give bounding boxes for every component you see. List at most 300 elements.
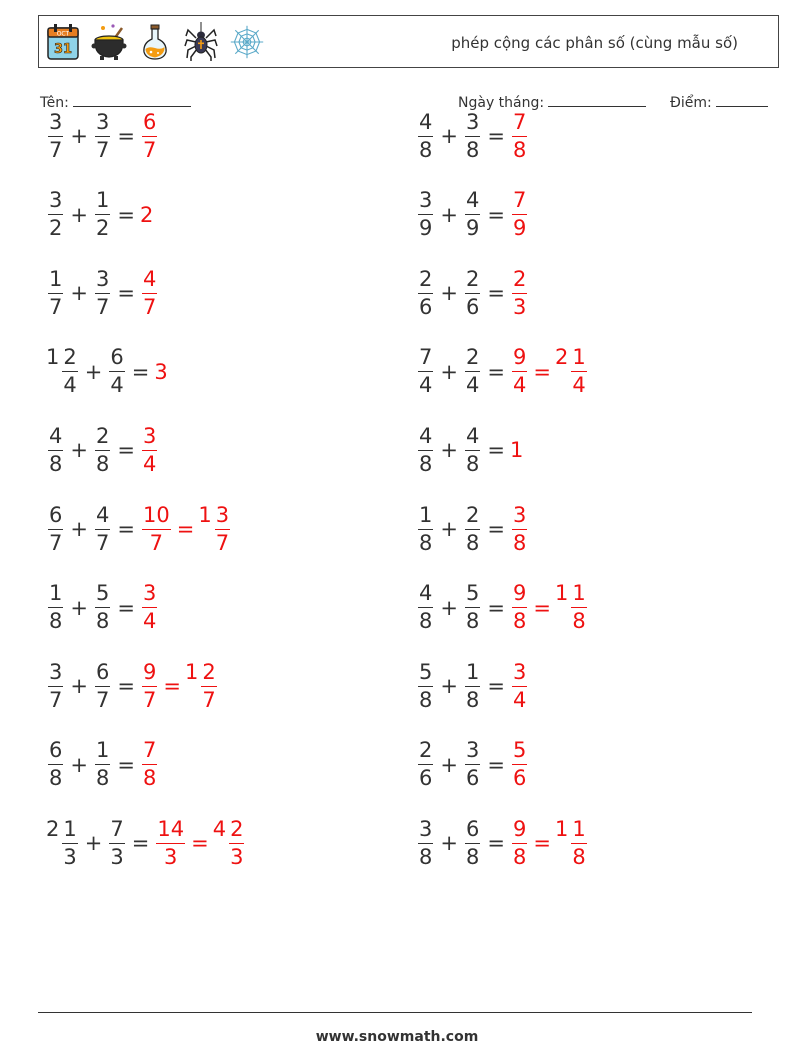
denominator: 8 [465,844,480,869]
fraction [156,817,185,870]
numerator: 1 [63,816,77,841]
numerator: 9 [512,816,527,841]
fraction [512,110,527,163]
answer-equals-sign: = [176,517,195,541]
denominator: 7 [49,530,63,555]
problem-item [46,337,169,407]
denominator: 3 [63,844,77,869]
spiderweb-icon [229,22,265,62]
fraction [142,267,157,320]
problem-item [416,337,589,407]
numerator: 3 [512,659,527,684]
equals-sign: = [117,281,135,306]
plus-sign: + [70,674,88,699]
fraction [465,110,480,163]
mixed-number [510,738,529,791]
numerator: 2 [419,738,433,763]
potion-icon [137,22,173,62]
plus-sign: + [70,124,88,148]
whole-part: 1 [554,816,569,841]
mixed-number [555,817,589,870]
numerator: 3 [419,816,433,841]
mixed-number [93,738,112,791]
mixed-number [463,267,482,320]
numerator: 2 [230,816,244,841]
fraction-bar [48,529,63,530]
answer-equals-sign: = [191,831,209,856]
mixed-number [416,581,435,634]
numerator: 2 [63,345,77,370]
fraction [418,345,433,398]
footer-url: www.snowmath.com [315,1029,479,1045]
plus-sign: + [440,517,458,541]
denominator: 7 [142,687,157,712]
equals-sign: = [131,359,150,384]
score-blank-line[interactable] [716,93,768,107]
mixed-number [416,424,435,477]
equals-sign: = [487,359,505,384]
denominator: 8 [465,609,480,634]
problem-item [416,730,529,800]
answer [140,738,159,791]
mixed-number [140,203,154,227]
denominator: 8 [419,451,433,476]
answer-equals-sign: = [533,359,551,384]
footer-rule [38,1012,752,1013]
fraction [571,345,586,398]
numerator: 2 [202,659,216,684]
problem-item [416,494,529,564]
fraction-bar [95,764,110,765]
worksheet-title: phép cộng các phân số (cùng mẫu số) [451,34,738,52]
fraction [201,660,216,713]
fraction [142,660,157,713]
fraction-bar [142,450,157,451]
mixed-number [93,188,112,241]
numerator: 1 [572,581,586,606]
fraction [48,581,63,634]
fraction [465,345,480,398]
numerator: 1 [95,738,110,763]
fraction-bar [48,293,63,294]
header-icons [45,20,265,64]
fraction [418,267,433,320]
fraction [418,581,433,634]
denominator: 4 [110,373,124,398]
mixed-number [185,660,219,713]
mixed-number [463,424,482,477]
mixed-number [510,503,529,556]
mixed-number [46,110,65,163]
mixed-number [46,738,65,791]
fraction-bar [465,371,480,372]
whole-part: 2 [139,202,154,227]
numerator: 3 [95,266,110,291]
mixed-number [416,345,435,398]
denominator: 7 [215,530,230,555]
fraction-bar [465,607,480,608]
fraction-bar [571,371,586,372]
problem-item [46,808,246,878]
fraction [48,267,63,320]
mixed-number [93,267,112,320]
mixed-number [140,503,173,556]
denominator: 4 [465,373,480,398]
denominator: 4 [63,373,77,398]
whole-part: 4 [212,816,227,841]
denominator: 7 [49,137,63,162]
fraction [465,188,480,241]
fraction-bar [95,136,110,137]
problem-item [416,573,589,643]
plus-sign: + [70,202,88,227]
numerator: 2 [512,266,527,291]
fraction [465,660,480,713]
plus-sign: + [70,281,88,306]
denominator: 8 [512,530,527,555]
denominator: 8 [512,609,527,634]
date-blank-line[interactable] [548,93,646,107]
denominator: 8 [465,451,480,476]
fraction [418,738,433,791]
fraction [48,110,63,163]
denominator: 8 [95,451,110,476]
denominator: 8 [572,844,586,869]
denominator: 7 [95,687,110,712]
plus-sign: + [70,517,88,541]
fraction-bar [418,293,433,294]
problem-item [416,258,529,328]
fraction [95,503,110,556]
answer-equals-sign: = [163,674,181,699]
answer [510,110,529,163]
fraction [95,738,110,791]
denominator: 6 [465,294,480,319]
fraction [465,267,480,320]
fraction-bar [418,371,433,372]
fraction-bar [418,529,433,530]
denominator: 8 [512,844,527,869]
mixed-number [463,110,482,163]
fraction-bar [95,450,110,451]
fraction [62,817,77,870]
equals-sign: = [131,831,150,856]
denominator: 8 [142,766,157,791]
answer [140,110,159,163]
denominator: 4 [419,373,433,398]
denominator: 6 [465,766,480,791]
numerator: 9 [512,345,527,370]
denominator: 8 [95,766,110,791]
numerator: 4 [419,423,433,448]
plus-sign: + [440,752,458,777]
denominator: 2 [49,216,63,241]
fraction-bar [512,764,527,765]
answer [510,345,589,398]
denominator: 6 [512,766,527,791]
problem-item [46,415,159,485]
numerator: 6 [95,659,110,684]
equals-sign: = [117,595,135,620]
mixed-number [416,188,435,241]
fraction-bar [465,136,480,137]
numerator: 2 [95,423,110,448]
answer [510,738,529,791]
mixed-number [93,581,112,634]
cauldron-icon [91,22,127,62]
fraction [418,503,433,556]
fraction [465,581,480,634]
fraction [418,424,433,477]
fraction-bar [48,686,63,687]
numerator: 7 [512,188,527,213]
answer [154,360,168,384]
calendar-icon [45,22,81,62]
whole-part: 1 [46,345,60,370]
numerator: 4 [419,581,433,606]
mixed-number [416,660,435,713]
whole-part: 1 [198,502,212,527]
whole-part: 1 [509,438,524,463]
fraction [571,817,586,870]
answer [140,581,159,634]
fraction [465,503,480,556]
numerator: 1 [465,659,480,684]
numerator: 10 [142,502,170,527]
numerator: 9 [142,659,157,684]
fraction [48,188,63,241]
fraction-bar [512,529,527,530]
answer [510,817,589,870]
mixed-number [46,424,65,477]
numerator: 3 [142,423,157,448]
mixed-number [140,738,159,791]
denominator: 9 [512,216,527,241]
equals-sign: = [117,202,135,227]
mixed-number [416,817,435,870]
answer [140,660,219,713]
mixed-number [93,110,112,163]
mixed-number [510,345,529,398]
mixed-number [463,817,482,870]
fraction-bar [109,843,124,844]
numerator: 7 [142,738,157,763]
fraction [512,345,527,398]
fraction-bar [465,843,480,844]
denominator: 7 [142,137,157,162]
denominator: 8 [95,609,110,634]
mixed-number [416,110,435,163]
mixed-number [107,345,126,398]
fraction [465,738,480,791]
denominator: 8 [572,609,586,634]
fraction [512,581,527,634]
whole-part: 1 [184,659,199,684]
fraction-bar [418,686,433,687]
numerator: 4 [465,188,480,213]
mixed-number [140,660,159,713]
problem-item [46,651,219,721]
denominator: 8 [49,451,63,476]
mixed-number [46,345,80,398]
calendar-day: 31 [53,42,73,57]
fraction-bar [418,764,433,765]
mixed-number [510,267,529,320]
fraction-bar [465,764,480,765]
date-label: Ngày tháng: [458,95,545,111]
equals-sign: = [487,281,505,306]
fraction-bar [418,607,433,608]
equals-sign: = [117,124,135,148]
mixed-number [154,360,168,384]
denominator: 7 [95,137,110,162]
fraction [95,267,110,320]
denominator: 3 [164,844,178,869]
numerator: 1 [49,581,63,606]
name-label: Tên: [40,95,69,111]
denominator: 6 [419,294,433,319]
fraction [465,817,480,870]
equals-sign: = [117,438,135,463]
answer [140,503,232,556]
denominator: 8 [419,609,433,634]
denominator: 7 [142,294,157,319]
denominator: 3 [512,294,527,319]
score-field [670,93,768,111]
answer [140,424,159,477]
fraction-bar [465,214,480,215]
fraction-bar [571,607,586,608]
denominator: 4 [142,609,157,634]
problem-item [46,573,159,643]
problem-item [416,415,524,485]
numerator: 3 [142,581,157,606]
answer [510,188,529,241]
denominator: 8 [49,766,63,791]
numerator: 1 [419,502,433,527]
equals-sign: = [487,517,505,541]
fraction-bar [418,214,433,215]
fraction [418,110,433,163]
denominator: 9 [465,216,480,241]
numerator: 3 [49,659,63,684]
numerator: 1 [572,345,586,370]
problem-item [46,258,159,328]
answer-equals-sign: = [533,831,551,856]
plus-sign: + [440,438,458,463]
fraction-bar [48,214,63,215]
numerator: 1 [49,266,63,291]
fraction-bar [62,371,77,372]
denominator: 8 [465,530,480,555]
fraction [512,267,527,320]
fraction [512,817,527,870]
numerator: 3 [512,502,527,527]
denominator: 8 [419,137,433,162]
denominator: 8 [465,687,480,712]
fraction-bar [95,293,110,294]
fraction [95,110,110,163]
denominator: 4 [512,373,527,398]
mixed-number [154,817,187,870]
fraction [109,817,124,870]
numerator: 3 [95,109,110,134]
mixed-number [463,188,482,241]
fraction-bar [95,529,110,530]
plus-sign: + [84,831,103,856]
fraction-bar [142,686,157,687]
fraction-bar [512,214,527,215]
fraction [215,503,230,556]
denominator: 8 [419,844,433,869]
fraction [95,188,110,241]
fraction-bar [48,450,63,451]
denominator: 7 [49,294,63,319]
fraction-bar [465,529,480,530]
numerator: 2 [465,266,480,291]
numerator: 7 [512,109,527,134]
mixed-number [93,503,112,556]
mixed-number [140,110,159,163]
fraction-bar [142,764,157,765]
fraction-bar [95,686,110,687]
denominator: 7 [49,687,63,712]
fraction-bar [142,607,157,608]
mixed-number [140,424,159,477]
fraction [95,424,110,477]
whole-part: 1 [554,581,569,606]
equals-sign: = [117,752,135,777]
fraction-bar [512,371,527,372]
fraction [48,738,63,791]
mixed-number [463,345,482,398]
denominator: 7 [202,687,216,712]
plus-sign: + [440,281,458,306]
answer [154,817,246,870]
mixed-number [93,424,112,477]
whole-part: 2 [554,345,569,370]
fraction-bar [512,293,527,294]
answer-equals-sign: = [533,595,551,620]
mixed-number [463,660,482,713]
fraction [48,660,63,713]
numerator: 5 [95,581,110,606]
problem-item [46,101,159,171]
fraction [512,188,527,241]
fraction-bar [48,607,63,608]
mixed-number [46,267,65,320]
plus-sign: + [440,674,458,699]
equals-sign: = [487,674,505,699]
problem-item [416,180,529,250]
calendar-month: OCT [56,30,70,38]
numerator: 3 [465,738,480,763]
mixed-number [416,503,435,556]
spider-icon [183,22,219,62]
fraction-bar [48,764,63,765]
fraction [512,660,527,713]
numerator: 1 [95,188,110,213]
fraction-bar [465,293,480,294]
answer [510,660,529,713]
numerator: 2 [465,345,480,370]
fraction [142,503,171,556]
denominator: 8 [419,530,433,555]
denominator: 3 [110,844,124,869]
mixed-number [93,660,112,713]
mixed-number [46,188,65,241]
plus-sign: + [70,752,88,777]
